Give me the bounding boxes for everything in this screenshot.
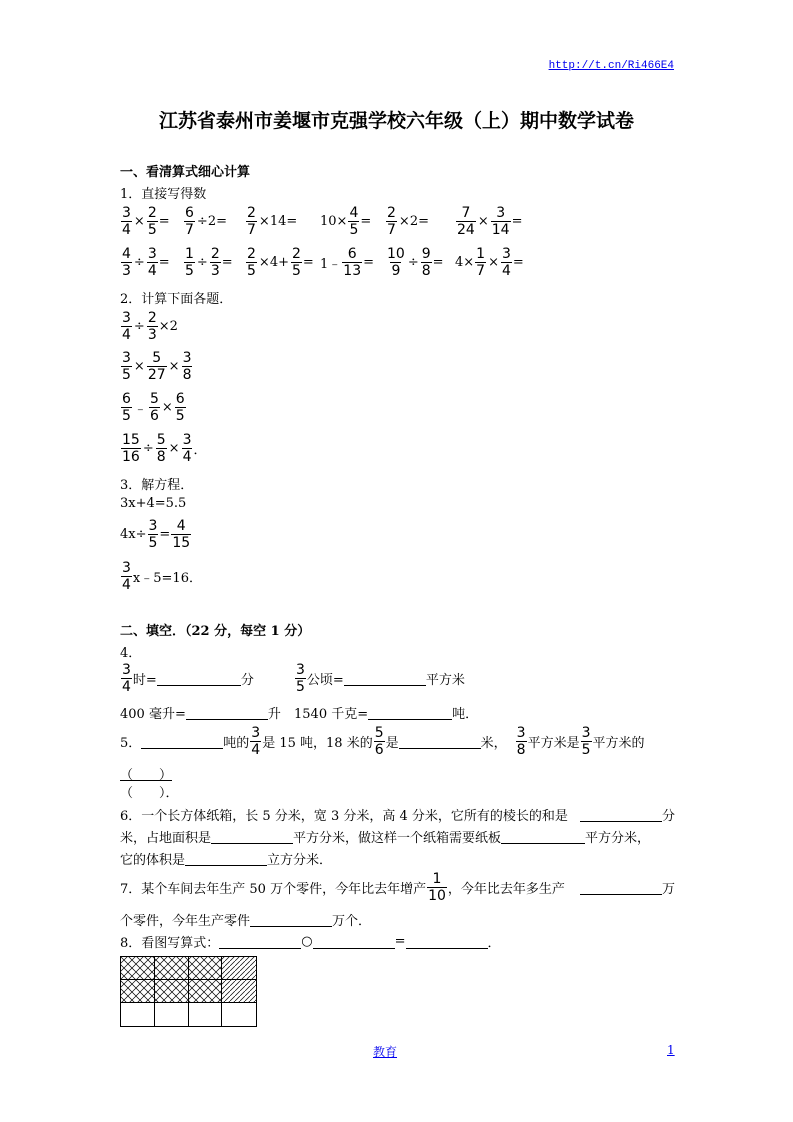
q5-line: 5． 吨的 $\frac{3}{4}$ 是 15 吨，18 米的 $\frac{5}{6}$ 是 米， $\frac{3}{8}$ 平方米是 $\frac{3}{5}$ 平方米的 [120, 725, 645, 758]
q1-row1-item3: $\frac{2}{7}$ ×14= [247, 205, 298, 238]
q1-row2-item4: 1﹣ $\frac{6}{13}$ = [320, 246, 375, 279]
fraction: $\frac{4}{15}$ [172, 518, 191, 551]
q3-equation-2: 4x÷ $\frac{3}{5}$ = $\frac{4}{15}$ [120, 518, 191, 551]
fraction: $\frac{3}{8}$ [516, 725, 526, 758]
fraction: $\frac{5}{27}$ [147, 350, 166, 383]
section1-heading: 一、看清算式细心计算 [120, 165, 251, 180]
q2-expression-2: $\frac{3}{5}$ × $\frac{5}{27}$ × $\frac{3}{8}$ [122, 350, 192, 383]
q2-expression-4: $\frac{15}{16}$ ÷ $\frac{5}{8}$ × $\frac{3}{4}$ ． [122, 432, 207, 465]
section2-heading: 二、填空．（22 分，每空 1 分） [120, 624, 311, 639]
fraction: $\frac{6}{5}$ [175, 391, 185, 424]
answer-blank[interactable] [406, 934, 488, 949]
fraction: $\frac{3}{4}$ [122, 662, 131, 695]
q1-row1-item4: 10× $\frac{4}{5}$ = [320, 205, 372, 238]
fraction: $\frac{4}{3}$ [122, 246, 131, 279]
answer-blank[interactable] [186, 705, 268, 720]
fraction: $\frac{1}{7}$ [476, 246, 486, 279]
fraction: $\frac{10}{9}$ [387, 246, 405, 279]
fraction: $\frac{9}{8}$ [421, 246, 431, 279]
answer-blank[interactable] [185, 851, 267, 866]
q4-item-c: 400 毫升= 升 [120, 707, 281, 722]
answer-blank[interactable] [211, 829, 293, 844]
fraction: $\frac{3}{5}$ [148, 518, 158, 551]
fraction: $\frac{3}{4}$ [122, 560, 131, 593]
q4-item-d: 1540 千克= 吨． [294, 707, 479, 722]
q1-row1-item6: $\frac{7}{24}$ × $\frac{3}{14}$ = [457, 205, 523, 238]
fraction: $\frac{2}{3}$ [147, 310, 157, 343]
header-url-link[interactable]: http://t.cn/Ri466E4 [548, 60, 674, 72]
q1-row2-item3: $\frac{2}{5}$ ×4+ $\frac{2}{5}$ = [247, 246, 314, 279]
q2-expression-1: $\frac{3}{4}$ ÷ $\frac{2}{3}$ ×2 [122, 310, 178, 343]
q5-paren-denominator[interactable]: （ ）． [120, 786, 179, 801]
q1-label: 1．直接写得数 [120, 187, 207, 202]
q7-line1: 7．某个车间去年生产 50 万个零件，今年比去年增产 $\frac{1}{10}$ ，今年比去年多生产 万 [120, 871, 675, 904]
q4-item-b: $\frac{3}{5}$ 公顷= 平方米 [296, 662, 465, 695]
q1-row2-item5: $\frac{10}{9}$ ÷ $\frac{9}{8}$ = [387, 246, 444, 279]
fraction: $\frac{3}{8}$ [182, 350, 192, 383]
fraction: $\frac{2}{5}$ [247, 246, 256, 279]
q1-row2-item2: $\frac{1}{5}$ ÷ $\frac{2}{3}$ = [185, 246, 233, 279]
q4-label: 4． [120, 646, 142, 661]
page-number: 1 [667, 1043, 675, 1057]
fraction: $\frac{6}{13}$ [343, 246, 362, 279]
q8-line: 8．看图写算式： ○ = ． [120, 934, 501, 951]
answer-blank[interactable] [580, 807, 662, 822]
q8-shaded-grid-figure [120, 956, 257, 1027]
fraction: $\frac{6}{7}$ [185, 205, 194, 238]
q5-paren-numerator[interactable]: （ ） [120, 768, 173, 783]
fraction: $\frac{3}{5}$ [296, 662, 305, 695]
fraction: $\frac{2}{7}$ [387, 205, 396, 238]
answer-blank[interactable] [141, 734, 223, 749]
q6-line3: 它的体积是 立方分米． [120, 853, 333, 868]
fraction: $\frac{3}{14}$ [491, 205, 510, 238]
q3-equation-1: 3x+4=5.5 [120, 496, 187, 511]
fraction: $\frac{3}{5}$ [122, 350, 131, 383]
q7-line2: 个零件，今年生产零件 万个． [120, 914, 372, 929]
q3-label: 3．解方程． [120, 478, 194, 493]
fraction: $\frac{5}{6}$ [374, 725, 384, 758]
fraction: $\frac{2}{7}$ [247, 205, 256, 238]
q3-equation-3: $\frac{3}{4}$ x﹣5=16． [122, 560, 202, 593]
q1-row1-item1: $\frac{3}{4}$ × $\frac{2}{5}$ = [122, 205, 170, 238]
fraction: $\frac{6}{5}$ [122, 391, 131, 424]
fraction: $\frac{3}{4}$ [122, 205, 131, 238]
q6-line2: 米，占地面积是 平方分米，做这样一个纸箱需要纸板 平方分米， [120, 831, 651, 846]
answer-blank[interactable] [313, 934, 395, 949]
fraction: $\frac{5}{6}$ [149, 391, 159, 424]
q1-row1-item2: $\frac{6}{7}$ ÷2= [185, 205, 227, 238]
fraction: $\frac{3}{4}$ [251, 725, 261, 758]
fraction: $\frac{3}{4}$ [182, 432, 192, 465]
fraction: $\frac{2}{5}$ [147, 205, 157, 238]
fraction: $\frac{3}{4}$ [122, 310, 131, 343]
fraction: $\frac{15}{16}$ [122, 432, 140, 465]
q2-expression-3: $\frac{6}{5}$ ﹣ $\frac{5}{6}$ × $\frac{6}{5}$ [122, 391, 185, 424]
fraction: $\frac{1}{10}$ [428, 871, 446, 904]
q1-row2-item1: $\frac{4}{3}$ ÷ $\frac{3}{4}$ = [122, 246, 170, 279]
fraction: $\frac{3}{4}$ [502, 246, 511, 279]
answer-blank[interactable] [580, 880, 662, 895]
answer-blank[interactable] [219, 934, 301, 949]
q1-row1-item5: $\frac{2}{7}$ ×2= [387, 205, 429, 238]
fraction: $\frac{4}{5}$ [349, 205, 359, 238]
fraction: $\frac{7}{24}$ [457, 205, 475, 238]
fraction: $\frac{3}{4}$ [147, 246, 157, 279]
q4-item-a: $\frac{3}{4}$ 时= 分 [122, 662, 254, 695]
q2-label: 2．计算下面各题． [120, 292, 233, 307]
fraction: $\frac{3}{5}$ [581, 725, 591, 758]
fraction-bar [120, 780, 172, 781]
footer-link[interactable]: 教育 [373, 1045, 398, 1059]
answer-blank[interactable] [157, 671, 241, 686]
answer-blank[interactable] [399, 734, 481, 749]
answer-blank[interactable] [501, 829, 585, 844]
fraction: $\frac{1}{5}$ [185, 246, 194, 279]
q6-line1: 6．一个长方体纸箱，长 5 分米，宽 3 分米，高 4 分米，它所有的棱长的和是 分 [120, 809, 675, 824]
answer-blank[interactable] [250, 912, 332, 927]
page-title: 江苏省泰州市姜堰市克强学校六年级（上）期中数学试卷 [158, 110, 634, 132]
answer-blank[interactable] [344, 671, 426, 686]
fraction: $\frac{2}{3}$ [210, 246, 220, 279]
answer-blank[interactable] [368, 705, 452, 720]
fraction: $\frac{5}{8}$ [156, 432, 166, 465]
q1-row2-item6: 4× $\frac{1}{7}$ × $\frac{3}{4}$ = [455, 246, 524, 279]
fraction: $\frac{2}{5}$ [291, 246, 301, 279]
